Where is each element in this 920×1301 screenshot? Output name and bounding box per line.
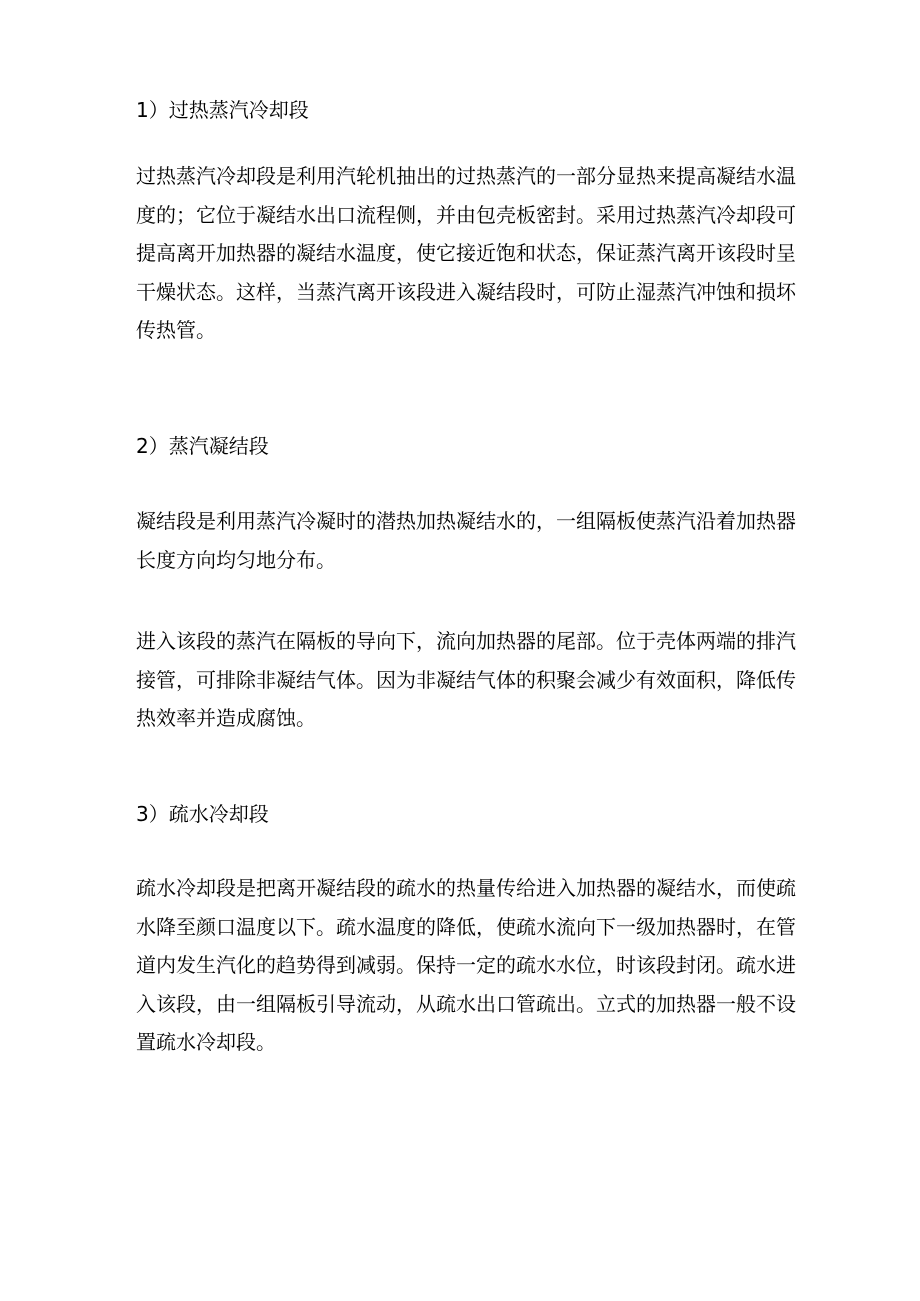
section-1-paragraph: 过热蒸汽冷却段是利用汽轮机抽出的过热蒸汽的一部分显热来提高凝结水温度的；它位于凝结水出口流程侧，并由包壳板密封。采用过热蒸汽冷却段可提高离开加热器的凝结水温度，使它接近饱和状态，保证蒸汽离开该段时呈干燥状态。这样，当蒸汽离开该段进入凝结段时，可防止湿蒸汽冲蚀和损坏传热管。 [136, 164, 796, 342]
section-2-paragraph-1: 凝结段是利用蒸汽冷凝时的潜热加热凝结水的，一组隔板使蒸汽沿着加热器长度方向均匀地分布。 [136, 509, 796, 572]
section-2-heading: 2）蒸汽凝结段 [136, 434, 269, 458]
section-3-paragraph: 疏水冷却段是把离开凝结段的疏水的热量传给进入加热器的凝结水，而使疏水降至颜口温度以下。疏水温度的降低，使疏水流向下一级加热器时，在管道内发生汽化的趋势得到减弱。保持一定的疏水水位，时该段封闭。疏水进入该段，由一组隔板引导流动，从疏水出口管疏出。立式的加热器一般不设置疏水冷却段。 [136, 876, 796, 1054]
section-2-paragraph-2: 进入该段的蒸汽在隔板的导向下，流向加热器的尾部。位于壳体两端的排汽接管，可排除非凝结气体。因为非凝结气体的积聚会减少有效面积，降低传热效率并造成腐蚀。 [136, 629, 796, 730]
section-3-heading: 3）疏水冷却段 [136, 802, 269, 826]
section-1-heading: 1）过热蒸汽冷却段 [136, 98, 309, 122]
